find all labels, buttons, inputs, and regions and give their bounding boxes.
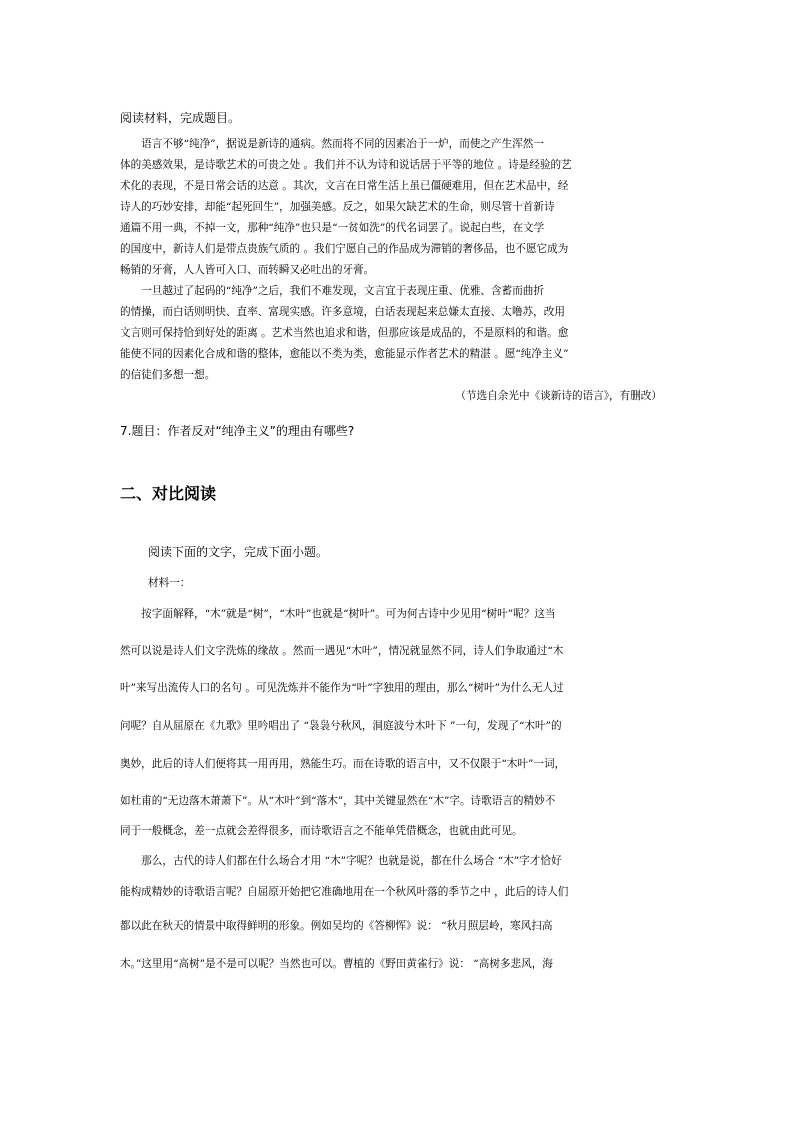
passage-2-line: 能构成精妙的诗歌语言呢？自屈原开始把它准确地用在一个秋风叶落的季节之中 ，此后的诗人们 [120, 886, 569, 898]
section-2-intro: 阅读下面的文字，完成下面小题。 [148, 545, 329, 559]
question-7: 7.题目：作者反对“纯净主义”的理由有哪些? [120, 424, 355, 438]
passage-2-line: 按字面解释，“木”就是“树”，“木叶”也就是“树叶”。可为何古诗中少见用“树叶”呢？这当 [120, 608, 556, 620]
passage-1-line: 能使不同的因素化合成和谐的整体，愈能以不类为类，愈能显示作者艺术的精湛 。愿“纯净主义” [120, 348, 569, 360]
passage-2-line: 然可以说是诗人们文字洗炼的缘故 。然而一遇见“木叶”，情况就显然不同，诗人们争取通过“木 [120, 645, 564, 657]
passage-1-line: 文言则可保持恰到好处的距离 。艺术当然也追求和谐，但那应该是成品的，不是原料的和谐。愈 [120, 327, 569, 339]
passage-2-line: 问呢？自从屈原在《九歌》里吟唱出了 “袅袅兮秋风，洞庭波兮木叶下 ”一句，发现了“木叶”的 [120, 720, 562, 732]
passage-2-line: 木。”这里用“高树”是不是可以呢？当然也可以。曹植的《野田黄雀行》说： “高树多悲风，海 [120, 958, 553, 970]
passage-2-line: 同于一般概念，差一点就会差得很多，而诗歌语言之不能单凭借概念，也就由此可见。 [120, 825, 523, 837]
passage-2-line: 叶”来写出流传人口的名句 。可见洗炼并不能作为“叶”字独用的理由，那么“树叶”为什么无人过 [120, 682, 564, 694]
passage-1-line: 术化的表现，不是日常会话的达意 。其次，文言在日常生活上虽已僵硬难用，但在艺术品中，经 [120, 180, 569, 192]
reading-prompt: 阅读材料，完成题目。 [120, 111, 241, 125]
passage-1-line: 一旦越过了起码的“纯净”之后，我们不难发现，文言宜于表现庄重、优雅、含蓄而曲折 [120, 285, 544, 297]
passage-2-line: 都以此在秋天的情景中取得鲜明的形象。例如吴均的《答柳恽》说： “秋月照层岭，寒风扫高 [120, 920, 553, 932]
passage-1-line: 畅销的牙膏，人人皆可入口、而转瞬又必吐出的牙膏。 [120, 264, 375, 276]
passage-1-line: 诗人的巧妙安排，却能“起死回生”，加强美感。反之，如果欠缺艺术的生命，则尽管十首新诗 [120, 201, 555, 213]
source-citation: （节选自余光中《谈新诗的语言》，有删改） [455, 390, 662, 402]
passage-1-line: 通篇不用一典，不掉一文，那种“纯净”也只是“一贫如洗”的代名词罢了。说起白些，在文学 [120, 222, 545, 234]
passage-1-line: 语言不够“纯净”，据说是新诗的通病。然而将不同的因素冶于一炉，而使之产生浑然一 [120, 138, 544, 150]
passage-2-line: 那么，古代的诗人们都在什么场合才用 “木”字呢？也就是说，都在什么场合 “木”字才恰好 [120, 855, 562, 867]
passage-1-line: 的国度中，新诗人们是带点贵族气质的 。我们宁愿自己的作品成为滞销的奢侈品，也不愿它成为 [120, 243, 569, 255]
passage-1-line: 的信徒们多想一想。 [120, 369, 216, 381]
passage-1 [120, 134, 680, 386]
section-2-heading: 二、对比阅读 [120, 484, 217, 503]
passage-2-line: 如杜甫的“无边落木萧萧下”。从“木叶”到“落木”，其中关键显然在“木”字。诗歌语言的精妙不 [120, 795, 556, 807]
passage-2-line: 奥妙，此后的诗人们便将其一用再用，熟能生巧。而在诗歌的语言中，又不仅限于“木叶”一词， [120, 758, 566, 770]
passage-1-line: 体的美感效果，是诗歌艺术的可贵之处 。我们并不认为诗和说话居于平等的地位 。诗是经验的艺 [120, 159, 572, 171]
material-1-label: 材料一： [148, 577, 191, 589]
passage-1-line: 的情操，而白话则明快、直率、富现实感。许多意境，白话表现起来总嫌太直接、太噜苏，改用 [120, 306, 565, 318]
